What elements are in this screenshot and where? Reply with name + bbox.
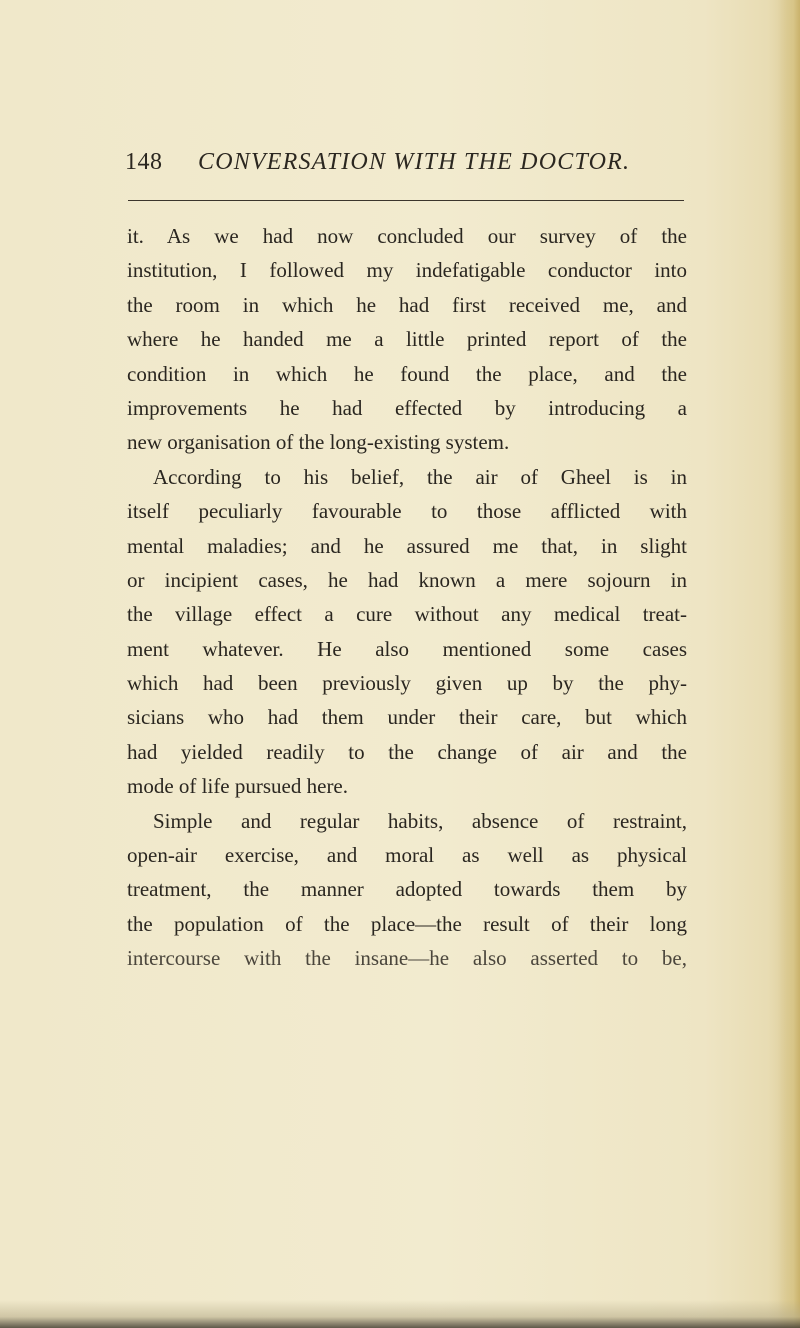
text-line: the room in which he had first received me, and (127, 292, 687, 317)
text-line: the population of the place—the result of their long (127, 911, 687, 936)
page-header (125, 147, 685, 187)
text-line: had yielded readily to the change of air and the (127, 739, 687, 764)
text-line: mental maladies; and he assured me that, in slight (127, 533, 687, 558)
text-line: condition in which he found the place, and the (127, 361, 687, 386)
running-head: CONVERSATION WITH THE DOCTOR. (198, 149, 631, 175)
page-number: 148 (125, 149, 163, 175)
text-line: Simple and regular habits, absence of restraint, (153, 808, 687, 833)
text-line: According to his belief, the air of Gheel is in (153, 464, 687, 489)
text-line: which had been previously given up by the phy- (127, 671, 687, 696)
text-line: mode of life pursued here. (127, 774, 349, 799)
header-rule (128, 200, 684, 201)
body-text (127, 219, 687, 976)
page-edge-shadow (778, 0, 800, 1328)
text-line: treatment, the manner adopted towards them by (127, 877, 687, 902)
text-line: sicians who had them under their care, but which (127, 705, 687, 730)
text-line: ment whatever. He also mentioned some cases (127, 636, 687, 661)
text-line: open-air exercise, and moral as well as physical (127, 843, 687, 868)
text-line: it. As we had now concluded our survey of the (127, 224, 687, 248)
text-line: where he handed me a little printed report of the (127, 327, 687, 352)
text-line: institution, I followed my indefatigable conductor into (127, 258, 687, 283)
text-line: intercourse with the insane—he also asserted to be, (127, 946, 687, 971)
text-line: or incipient cases, he had known a mere sojourn in (127, 567, 687, 592)
text-line: improvements he had effected by introducing a (127, 395, 687, 420)
text-line: the village effect a cure without any medical treat- (127, 602, 687, 627)
text-line: itself peculiarly favourable to those afflicted with (127, 499, 687, 524)
page-bottom-edge (0, 1300, 800, 1328)
text-line: new organisation of the long-existing system. (127, 430, 510, 455)
